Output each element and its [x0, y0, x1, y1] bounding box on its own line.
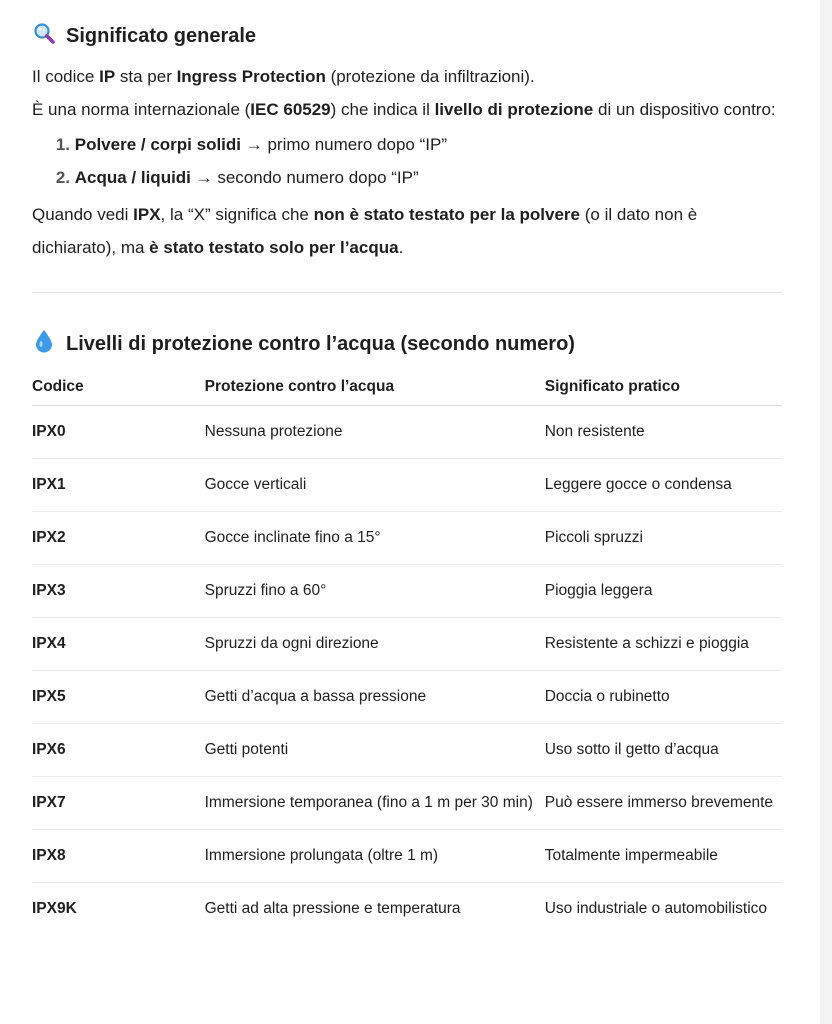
table-cell-meaning: Non resistente: [545, 406, 782, 459]
table-cell-code: IPX8: [32, 830, 205, 883]
table-cell-code: IPX2: [32, 512, 205, 565]
table-row: [32, 724, 782, 777]
table-row: [32, 406, 782, 459]
list-item: 1. Polvere / corpi solidi → primo numero dopo “IP”: [55, 135, 447, 154]
table-cell-code: IPX5: [32, 671, 205, 724]
column-header-protection: Protezione contro l’acqua: [205, 368, 545, 406]
table-cell-code: IPX7: [32, 777, 205, 830]
table-row: [32, 565, 782, 618]
table-cell-meaning: Resistente a schizzi e pioggia: [545, 618, 782, 671]
table-row: [32, 830, 782, 883]
table-row: [32, 883, 782, 936]
table-cell-meaning: Uso sotto il getto d’acqua: [545, 724, 782, 777]
table-cell-protection: Gocce verticali: [205, 459, 545, 512]
table-cell-meaning: Doccia o rubinetto: [545, 671, 782, 724]
table-cell-code: IPX9K: [32, 900, 77, 917]
chat-response: [32, 18, 782, 935]
table-cell-code: IPX4: [32, 618, 205, 671]
table-cell-protection: Getti ad alta pressione e temperatura: [204, 900, 461, 917]
table-cell-meaning: Uso industriale o automobilistico: [544, 900, 768, 917]
table-row: [32, 512, 782, 565]
table-row: [32, 618, 782, 671]
table-cell-code: IPX0: [32, 406, 205, 459]
table-cell-code: IPX1: [32, 459, 205, 512]
table-row: [32, 459, 782, 512]
table-cell-protection: Nessuna protezione: [205, 406, 545, 459]
table-cell-meaning: Può essere immerso brevemente: [545, 777, 782, 830]
table-cell-protection: Gocce inclinate fino a 15°: [205, 512, 545, 565]
section-title: Livelli di protezione contro l’acqua (secondo numero): [66, 332, 575, 355]
column-header-code: Codice: [32, 368, 205, 406]
list-item: 2. Acqua / liquidi → secondo numero dopo “IP”: [55, 168, 419, 187]
table-cell-protection: Immersione prolungata (oltre 1 m): [205, 830, 545, 883]
table-cell-code: IPX3: [32, 565, 205, 618]
section-heading-general: [32, 18, 782, 54]
table-row: [32, 777, 782, 830]
table-cell-protection: Immersione temporanea (fino a 1 m per 30 min): [205, 777, 545, 830]
table-row: [32, 671, 782, 724]
table-cell-code: IPX6: [32, 724, 205, 777]
table-cell-protection: Spruzzi da ogni direzione: [205, 618, 545, 671]
protection-list: [32, 128, 782, 194]
intro-paragraph: Il codice IP sta per Ingress Protection (protezione da infiltrazioni). È una norma internazionale (IEC 60529) che indica il livello di protezione di un dispositivo contro:: [32, 67, 776, 119]
section-heading-water: [32, 326, 782, 362]
water-protection-table: [32, 368, 782, 935]
table-cell-protection: Spruzzi fino a 60°: [205, 565, 545, 618]
table-cell-protection: Getti potenti: [205, 724, 545, 777]
table-header-row: [32, 368, 782, 406]
section-title: Significato generale: [66, 24, 257, 47]
magnifying-glass-icon: [32, 22, 56, 50]
table-cell-meaning: Piccoli spruzzi: [545, 512, 782, 565]
table-cell-meaning: Leggere gocce o condensa: [545, 459, 782, 512]
divider: [32, 292, 782, 293]
column-header-meaning: Significato pratico: [545, 368, 782, 406]
water-drop-icon: [32, 329, 56, 359]
table-cell-protection: Getti d’acqua a bassa pressione: [205, 671, 545, 724]
table-cell-meaning: Pioggia leggera: [545, 565, 782, 618]
scrollbar-track[interactable]: [820, 0, 832, 1024]
ipx-paragraph: Quando vedi IPX, la “X” significa che non è stato testato per la polvere (o il dato non è dichiarato), ma è stato testato solo per l’acqua.: [32, 205, 698, 257]
table-cell-meaning: Totalmente impermeabile: [545, 830, 782, 883]
